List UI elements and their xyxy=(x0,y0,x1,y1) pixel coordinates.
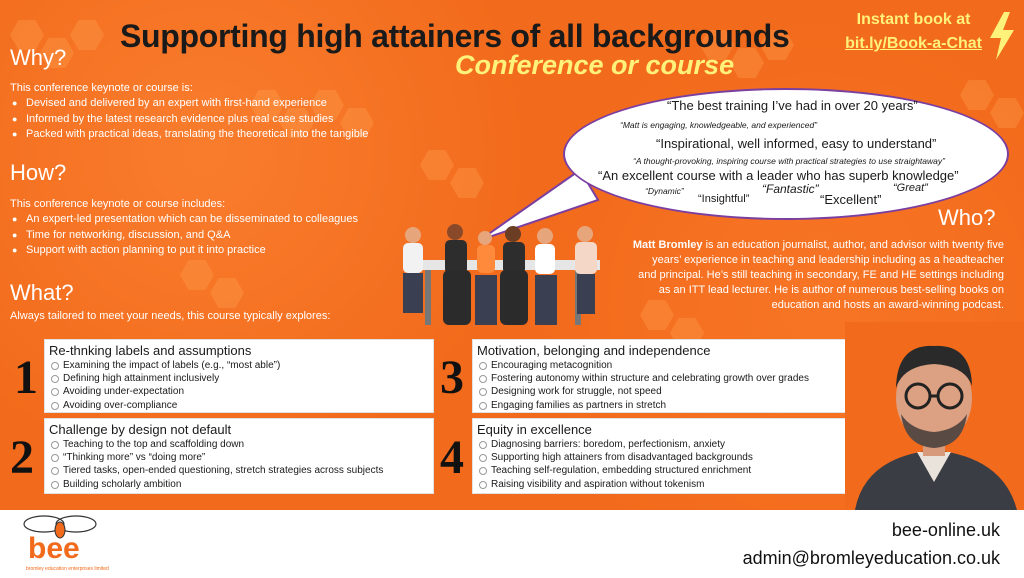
module-number: 4 xyxy=(440,431,464,484)
why-bullet-list xyxy=(10,96,368,143)
why-bullet: ● Devised and delivered by an expert with first-hand experience xyxy=(10,96,368,112)
module-card xyxy=(44,339,434,413)
hexagon-decoration xyxy=(960,80,994,110)
speaker-name: Matt Bromley xyxy=(632,239,703,251)
module-item-list xyxy=(477,438,859,491)
testimonial-quote: “Insightful” xyxy=(698,193,750,205)
module-item-list xyxy=(49,359,433,412)
testimonial-quote: “A thought-provoking, inspiring course with practical strategies to use straightaway” xyxy=(633,156,945,166)
logo-wordmark: bee xyxy=(28,532,80,565)
how-bullet: ● Time for networking, discussion, and Q&A xyxy=(10,228,358,244)
testimonial-quote: “Great” xyxy=(893,182,928,194)
who-biography xyxy=(632,238,1004,313)
testimonial-quote: “Inspirational, well informed, easy to understand” xyxy=(656,136,937,151)
lightning-bolt-icon xyxy=(988,12,1016,60)
what-heading: What? xyxy=(10,280,74,305)
module-item: Avoiding under-expectation xyxy=(49,385,433,398)
module-item: Encouraging metacognition xyxy=(477,359,859,372)
how-bullet: ● An expert-led presentation which can be disseminated to colleagues xyxy=(10,212,358,228)
module-item-list xyxy=(49,438,433,491)
hexagon-decoration xyxy=(990,98,1024,128)
page-subtitle: Conference or course xyxy=(455,50,735,80)
testimonial-quote: “An excellent course with a leader who has superb knowledge” xyxy=(598,168,959,183)
module-card xyxy=(472,339,860,413)
why-bullet: ● Packed with practical ideas, translating the theoretical into the tangible xyxy=(10,127,368,143)
how-bullet: ● Support with action planning to put it into practice xyxy=(10,243,358,259)
testimonial-quote: “Fantastic” xyxy=(762,182,819,196)
instant-book-label: Instant book at xyxy=(856,11,971,28)
testimonial-quote: “The best training I’ve had in over 20 years” xyxy=(667,98,918,113)
why-heading: Why? xyxy=(10,45,67,70)
how-heading: How? xyxy=(10,160,67,185)
speaker-bio: is an education journalist, author, and advisor with twenty five years’ experience in teaching and leadership including as a headteacher and principal. He’s still teaching in secondary, FE and HE settings including as an ITT lead lecturer. He is author of numerous best-selling books on education and hosts an award-winning podcast. xyxy=(638,239,1004,311)
website-link[interactable]: bee-online.uk xyxy=(891,520,1000,540)
module-number: 2 xyxy=(10,431,34,484)
module-card xyxy=(44,418,434,494)
hexagon-decoration xyxy=(70,20,104,50)
module-item: Tiered tasks, open-ended questioning, stretch strategies across subjects xyxy=(49,464,433,477)
module-item: Diagnosing barriers: boredom, perfectionism, anxiety xyxy=(477,438,859,451)
testimonial-quote: “Matt is engaging, knowledgeable, and experienced” xyxy=(620,120,818,130)
module-item: Raising visibility and aspiration without tokenism xyxy=(477,478,859,491)
module-title: Equity in excellence xyxy=(477,422,592,437)
module-card xyxy=(472,418,860,494)
hexagon-decoration xyxy=(420,150,454,180)
who-heading: Who? xyxy=(938,205,996,230)
module-title: Challenge by design not default xyxy=(49,422,232,437)
testimonial-quote: “Excellent” xyxy=(820,192,882,207)
module-item: Teaching to the top and scaffolding down xyxy=(49,438,433,451)
page-title: Supporting high attainers of all backgrounds xyxy=(120,18,790,54)
module-item: Avoiding over-compliance xyxy=(49,399,433,412)
hexagon-decoration xyxy=(210,278,244,308)
module-item: “Thinking more” vs “doing more” xyxy=(49,451,433,464)
module-number: 3 xyxy=(440,351,464,404)
module-item: Designing work for struggle, not speed xyxy=(477,385,859,398)
module-item: Fostering autonomy within structure and celebrating growth over grades xyxy=(477,372,859,385)
how-bullet-list xyxy=(10,212,358,259)
book-a-chat-link[interactable]: bit.ly/Book-a-Chat xyxy=(845,35,982,52)
module-number: 1 xyxy=(14,351,38,404)
how-intro: This conference keynote or course includes: xyxy=(10,198,226,210)
module-item-list xyxy=(477,359,859,412)
module-item: Building scholarly ambition xyxy=(49,478,433,491)
why-intro: This conference keynote or course is: xyxy=(10,82,193,94)
module-title: Re-thnking labels and assumptions xyxy=(49,343,252,358)
module-item: Defining high attainment inclusively xyxy=(49,372,433,385)
what-intro: Always tailored to meet your needs, this course typically explores: xyxy=(10,310,331,322)
module-title: Motivation, belonging and independence xyxy=(477,343,711,358)
hexagon-decoration xyxy=(180,260,214,290)
module-item: Teaching self-regulation, embedding structured enrichment xyxy=(477,464,859,477)
module-item: Examining the impact of labels (e.g., “most able”) xyxy=(49,359,433,372)
instant-book-block xyxy=(845,8,982,56)
hexagon-decoration xyxy=(450,168,484,198)
module-item: Supporting high attainers from disadvantaged backgrounds xyxy=(477,451,859,464)
email-link[interactable]: admin@bromleyeducation.co.uk xyxy=(742,548,1000,568)
module-item: Engaging families as partners in stretch xyxy=(477,399,859,412)
why-bullet: ● Informed by the latest research evidence plus real case studies xyxy=(10,112,368,128)
speaker-photo xyxy=(845,322,1024,510)
testimonial-quote: “Dynamic” xyxy=(645,186,684,196)
logo-tagline: bromley education enterprises limited xyxy=(26,566,109,572)
meeting-illustration xyxy=(385,220,620,330)
